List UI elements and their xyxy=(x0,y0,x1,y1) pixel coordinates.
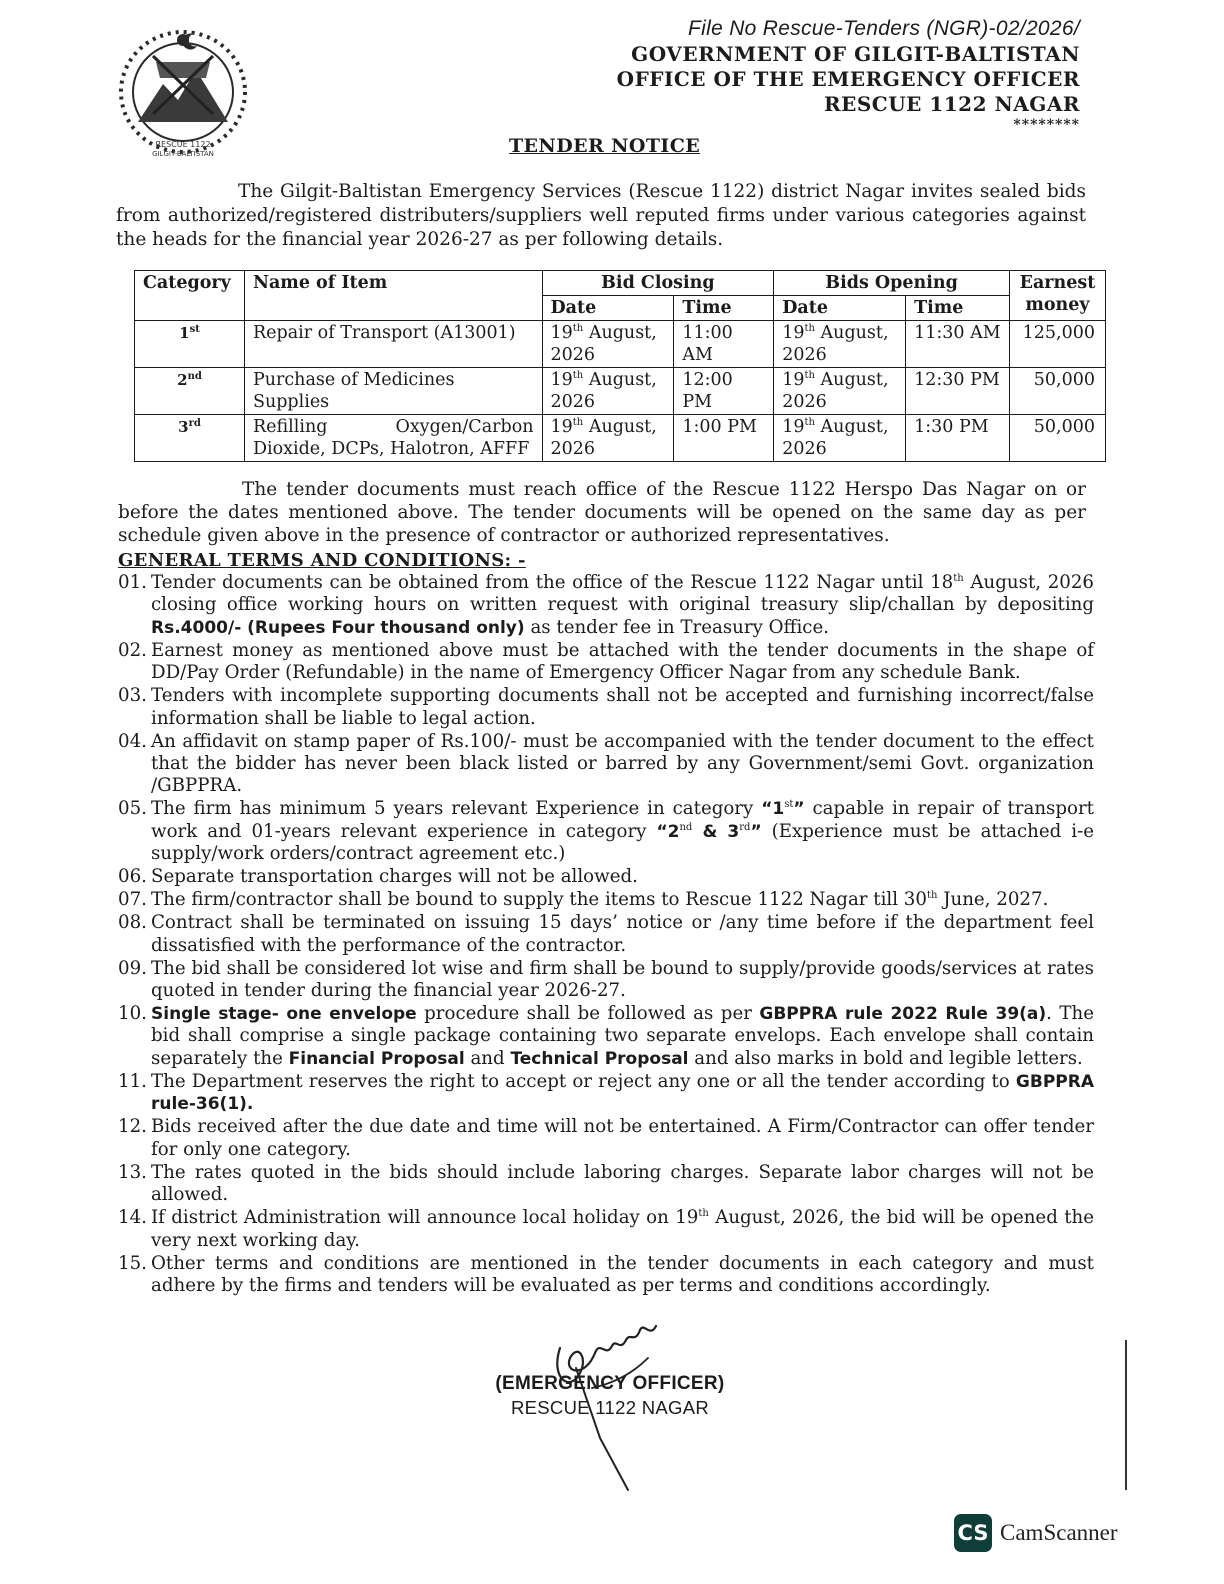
list-item: 08. Contract shall be terminated on issuing 15 days’ notice or /any time before if the department feel dissatisfied with the performance of the contractor. xyxy=(118,912,1094,956)
closing-time-cell: 12:00 PM xyxy=(674,368,774,415)
header-closing-time: Time xyxy=(674,296,774,321)
camscanner-logo-icon: CS xyxy=(954,1514,992,1552)
earnest-money-cell: 125,000 xyxy=(1009,321,1105,368)
category-cell: 3rd xyxy=(135,415,245,462)
earnest-money-cell: 50,000 xyxy=(1009,415,1105,462)
closing-date-cell: 19th August, 2026 xyxy=(542,321,674,368)
earnest-money-cell: 50,000 xyxy=(1009,368,1105,415)
header-bids-opening: Bids Opening xyxy=(774,271,1010,296)
camscanner-watermark xyxy=(954,1513,1118,1553)
header-earnest-money: Earnest money xyxy=(1009,271,1105,321)
list-item: 03. Tenders with incomplete supporting documents shall not be accepted and furnishing incorrect/false information shall be liable to legal action. xyxy=(118,685,1094,729)
list-item: 02. Earnest money as mentioned above must be attached with the tender documents in the shape of DD/Pay Order (Refundable) in the name of Emergency Officer Nagar from any schedule Bank. xyxy=(118,639,1094,684)
opening-time-cell: 1:30 PM xyxy=(906,415,1010,462)
scan-edge-mark xyxy=(1118,1340,1130,1490)
list-item: 06. Separate transportation charges will not be allowed. xyxy=(118,866,638,888)
list-item: 05. The firm has minimum 5 years relevant Experience in category “1st” capable in repair of transport work and 01-years relevant experience in category “2nd & 3rd” (Experience must be attached i-e supply/work orders/contract agreement etc.) xyxy=(118,798,1094,865)
gilgit-baltistan-emblem-icon xyxy=(108,22,258,160)
list-item: 01. Tender documents can be obtained from the office of the Rescue 1122 Nagar until 18th August, 2026 closing office working hours on written request with original treasury slip/challan by depositing Rs.4000/- (Rupees Four thousand only) as tender fee in Treasury Office. xyxy=(118,572,1094,638)
header-category: Category xyxy=(135,271,245,321)
table-row xyxy=(135,368,1106,415)
list-item: 04. An affidavit on stamp paper of Rs.100/- must be accompanied with the tender document to the effect that the bidder has never been black listed or barred by any Government/semi Govt. organization /GBPPRA. xyxy=(118,730,1094,797)
list-item: 14. If district Administration will announce local holiday on 19th August, 2026, the bid will be opened the very next working day. xyxy=(118,1207,1094,1251)
closing-date-cell: 19th August, 2026 xyxy=(542,368,674,415)
table-row xyxy=(135,321,1106,368)
list-item: 07. The firm/contractor shall be bound to supply the items to Rescue 1122 Nagar till 30th June, 2027. xyxy=(118,889,1049,911)
bid-schedule-table xyxy=(134,270,1106,462)
terms-heading: GENERAL TERMS AND CONDITIONS: - xyxy=(118,550,526,571)
opening-date-cell: 19th August, 2026 xyxy=(774,415,906,462)
opening-time-cell: 12:30 PM xyxy=(906,368,1010,415)
page-title: TENDER NOTICE xyxy=(509,135,701,157)
camscanner-text: CamScanner xyxy=(1000,1520,1118,1545)
opening-time-cell: 11:30 AM xyxy=(906,321,1010,368)
signatory-office: RESCUE 1122 NAGAR xyxy=(510,1397,710,1418)
government-name: GOVERNMENT OF GILGIT-BALTISTAN xyxy=(631,42,1080,66)
item-cell: Refilling Oxygen/Carbon Dioxide, DCPs, Halotron, AFFF xyxy=(244,415,542,462)
item-cell: Repair of Transport (A13001) xyxy=(244,321,542,368)
closing-date-cell: 19th August, 2026 xyxy=(542,415,674,462)
opening-date-cell: 19th August, 2026 xyxy=(774,368,906,415)
item-cell: Purchase of Medicines Supplies xyxy=(244,368,542,415)
svg-text:GILGIT-BALTISTAN: GILGIT-BALTISTAN xyxy=(152,150,214,158)
header-closing-date: Date xyxy=(542,296,674,321)
rescue-unit-name: RESCUE 1122 NAGAR xyxy=(823,92,1080,116)
header-opening-date: Date xyxy=(774,296,906,321)
letterhead xyxy=(520,16,1080,133)
file-number: File No Rescue-Tenders (NGR)-02/2026/ xyxy=(688,17,1080,40)
category-cell: 2nd xyxy=(135,368,245,415)
header-opening-time: Time xyxy=(906,296,1010,321)
closing-time-cell: 11:00 AM xyxy=(674,321,774,368)
handwritten-signature-icon xyxy=(540,1318,680,1493)
intro-paragraph: The Gilgit-Baltistan Emergency Services (Rescue 1122) district Nagar invites sealed bids from authorized/registered distributers/suppliers well reputed firms under various categories against the heads for the financial year 2026-27 as per following details. xyxy=(116,181,1086,250)
table-row xyxy=(135,415,1106,462)
list-item: 12. Bids received after the due date and time will not be entertained. A Firm/Contractor can offer tender for only one category. xyxy=(118,1116,1094,1160)
office-name: OFFICE OF THE EMERGENCY OFFICER xyxy=(616,67,1080,91)
terms-list xyxy=(118,572,1094,1298)
header-item: Name of Item xyxy=(244,271,542,321)
closing-time-cell: 1:00 PM xyxy=(674,415,774,462)
list-item: 10. Single stage- one envelope procedure shall be followed as per GBPPRA rule 2022 Rule 39(a). The bid shall comprise a single package containing two separate envelops. Each envelope shall contain separately the Financial Proposal and Technical Proposal and also marks in bold and legible letters. xyxy=(118,1003,1095,1069)
submission-paragraph: The tender documents must reach office of the Rescue 1122 Herspo Das Nagar on or before the dates mentioned above. The tender documents will be opened on the same day as per schedule given above in the presence of contractor or authorized representatives. xyxy=(118,479,1086,546)
header-bid-closing: Bid Closing xyxy=(542,271,774,296)
svg-text:RESCUE 1122: RESCUE 1122 xyxy=(155,140,211,149)
list-item: 11. The Department reserves the right to accept or reject any one or all the tender according to GBPPRA rule-36(1). xyxy=(118,1070,1094,1115)
opening-date-cell: 19th August, 2026 xyxy=(774,321,906,368)
category-cell: 1st xyxy=(135,321,245,368)
signatory-title: (EMERGENCY OFFICER) xyxy=(495,1373,725,1394)
list-item: 15. Other terms and conditions are mentioned in the tender documents in each category and must adhere by the firms and tenders will be evaluated as per terms and conditions accordingly. xyxy=(118,1252,1094,1296)
list-item: 13. The rates quoted in the bids should include laboring charges. Separate labor charges will not be allowed. xyxy=(118,1161,1094,1206)
header-stars: ******** xyxy=(1013,117,1080,133)
list-item: 09. The bid shall be considered lot wise and firm shall be bound to supply/provide goods/services at rates quoted in tender during the financial year 2026-27. xyxy=(118,957,1094,1002)
